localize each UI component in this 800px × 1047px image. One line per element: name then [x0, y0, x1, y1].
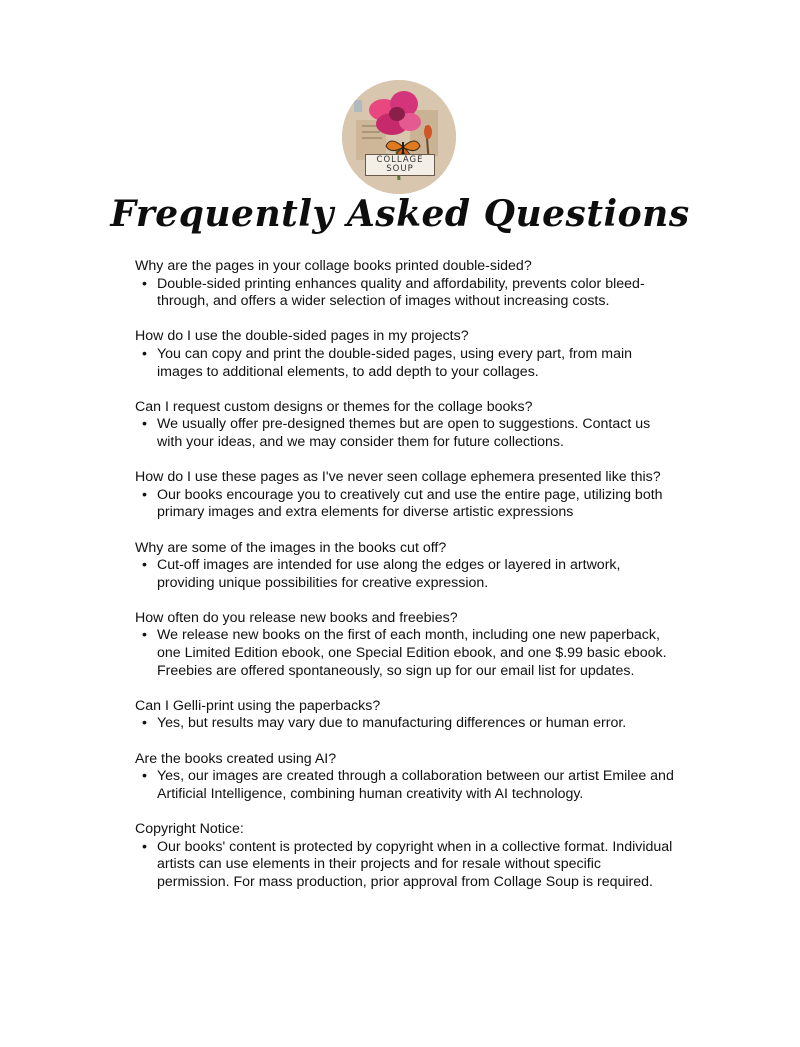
faq-answer: [135, 346, 675, 381]
faq-answer-text: Yes, our images are created through a collaboration between our artist Emilee and Artificial Intelligence, combining human creativity with AI technology.: [157, 768, 674, 802]
faq-item: [135, 610, 675, 680]
faq-answer: [135, 839, 675, 892]
faq-question: How do I use the double-sided pages in my projects?: [135, 328, 469, 345]
faq-answer-text: You can copy and print the double-sided pages, using every part, from main images to additional elements, to add depth to your collages.: [157, 345, 633, 380]
faq-answer-text: Our books encourage you to creatively cut and use the entire page, utilizing both primary images and extra elements for diverse artistic expressions: [157, 486, 663, 521]
faq-question: Copyright Notice:: [135, 821, 244, 837]
faq-answer-text: We release new books on the first of each month, including one new paperback, one Limited Edition ebook, one Special Edition ebook, and one $.99 basic ebook. Freebies are offered spontaneously, so sign up for our email list for updates.: [157, 627, 667, 679]
bullet-icon: •: [142, 768, 147, 785]
logo-wordmark-line1: COLLAGE: [376, 155, 424, 165]
faq-question: How often do you release new books and freebies?: [135, 609, 458, 626]
faq-item: [135, 698, 675, 733]
faq-answer: [135, 715, 675, 733]
faq-question: How do I use these pages as I've never seen collage ephemera presented like this?: [135, 469, 661, 486]
collage-soup-logo: [342, 80, 456, 194]
faq-question: Can I Gelli-print using the paperbacks?: [135, 697, 381, 714]
faq-item: [135, 399, 675, 452]
faq-item: [135, 328, 675, 381]
bullet-icon: •: [142, 345, 147, 362]
faq-answer: [135, 627, 675, 680]
faq-item: [135, 540, 675, 593]
faq-answer: [135, 487, 675, 522]
faq-answer: [135, 768, 675, 803]
faq-question: Why are the pages in your collage books printed double-sided?: [135, 258, 532, 274]
faq-item: [135, 821, 675, 891]
logo-illustration: [342, 80, 456, 194]
bullet-icon: •: [142, 627, 147, 644]
bullet-icon: •: [142, 486, 147, 503]
faq-question: Why are some of the images in the books cut off?: [135, 539, 447, 556]
faq-item: [135, 751, 675, 804]
bullet-icon: •: [142, 416, 147, 433]
faq-item: [135, 258, 675, 311]
faq-answer-text: Double-sided printing enhances quality and affordability, prevents color bleed-through, and offers a wider selection of images without increasing costs.: [157, 275, 645, 310]
bullet-icon: •: [142, 275, 147, 292]
faq-answer-text: Cut-off images are intended for use along the edges or layered in artwork, providing unique possibilities for creative expression.: [157, 557, 621, 591]
faq-question: Are the books created using AI?: [135, 750, 337, 767]
bullet-icon: •: [142, 715, 147, 732]
faq-answer: [135, 416, 675, 451]
faq-answer-text: Yes, but results may vary due to manufacturing differences or human error.: [157, 715, 627, 732]
logo-wordmark: [365, 154, 435, 176]
faq-answer: [135, 557, 675, 592]
bullet-icon: •: [142, 557, 147, 574]
faq-answer: [135, 276, 675, 311]
faq-list: [135, 258, 675, 909]
page-title: Frequently Asked Questions: [110, 193, 690, 235]
faq-question: Can I request custom designs or themes for the collage books?: [135, 398, 533, 415]
bullet-icon: •: [142, 838, 147, 855]
faq-item: [135, 469, 675, 522]
logo-wordmark-line2: SOUP: [386, 163, 414, 174]
faq-answer-text: We usually offer pre-designed themes but are open to suggestions. Contact us with your ideas, and we may consider them for future collections.: [157, 416, 651, 450]
faq-answer-text: Our books' content is protected by copyright when in a collective format. Individual artists can use elements in their projects and for resale without specific permission. For mass production, prior approval from Collage Soup is required.: [157, 838, 673, 890]
